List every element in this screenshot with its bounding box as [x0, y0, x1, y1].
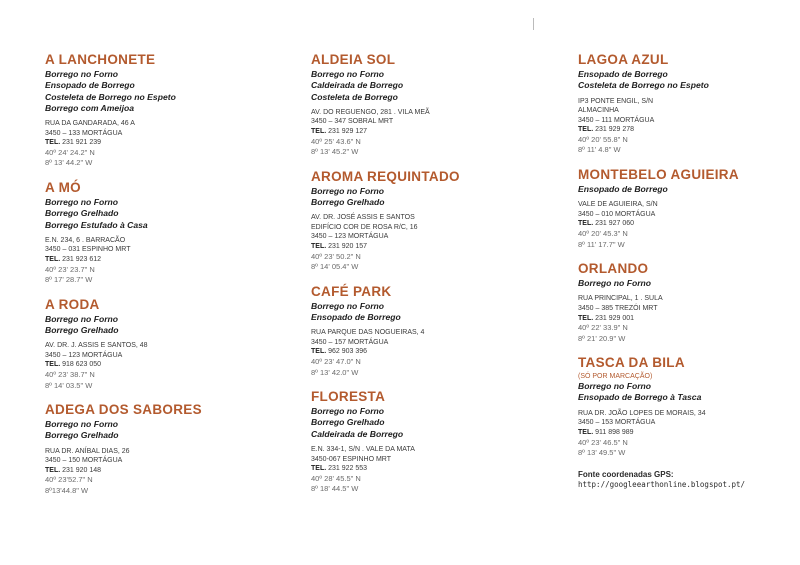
phone-line	[578, 125, 800, 135]
phone-label: TEL.	[578, 126, 594, 134]
dish-item: Ensopado de Borrego	[45, 80, 135, 91]
phone-line	[578, 314, 800, 324]
address-line: AV. DR. JOSÉ ASSIS E SANTOS	[311, 214, 415, 222]
dish-list	[45, 197, 280, 231]
address-line: IP3 PONTE ENGIL, S/N	[578, 97, 654, 105]
address-line: 3450 – 123 MORTÁGUA	[311, 233, 389, 241]
dish-item: Borrego no Forno	[45, 313, 119, 324]
dish-item: Borrego Grelhado	[45, 324, 119, 335]
gps-coordinate: 8º 14' 03.5" W	[45, 380, 93, 390]
gps-coordinate: 8º13'44.8" W	[45, 485, 89, 495]
dish-item: Borrego Grelhado	[45, 208, 119, 219]
dish-item: Borrego Grelhado	[311, 417, 385, 428]
phone-label: TEL.	[578, 314, 594, 322]
dish-list	[578, 184, 800, 195]
restaurant-name: ORLANDO	[578, 261, 649, 277]
gps-coordinate: 8º 18' 44.5" W	[311, 484, 359, 494]
phone-label: TEL.	[578, 428, 594, 436]
gps-coordinate: 8º 13' 49.5" W	[578, 448, 626, 457]
dish-list	[311, 69, 546, 103]
address-line: RUA PARQUE DAS NOGUEIRAS, 4	[311, 329, 425, 337]
gps-coordinate: 40º 22' 33.9" N	[578, 323, 628, 333]
phone-number[interactable]: 231 920 148	[62, 466, 102, 474]
phone-number[interactable]: 231 922 553	[328, 465, 368, 473]
gps-coordinate: 8º 13' 45.2" W	[311, 147, 359, 157]
dish-list	[45, 419, 280, 442]
address-line: RUA DR. JOÃO LOPES DE MORAIS, 34	[578, 409, 706, 417]
phone-number[interactable]: 231 927 060	[595, 220, 635, 228]
dish-list	[578, 381, 800, 404]
gps-coordinate: 40º 23' 50.2" N	[311, 251, 361, 261]
restaurant-column-1	[45, 52, 280, 507]
gps-source	[578, 470, 800, 491]
gps-source-link[interactable]: http://googleearthonline.blogspot.pt/	[578, 480, 746, 489]
restaurant-name: FLORESTA	[311, 389, 386, 405]
address-line: VALE DE AGUIEIRA, S/N	[578, 201, 658, 209]
phone-line	[578, 219, 800, 229]
gps-coordinate: 40º 24' 24.2" N	[45, 147, 95, 157]
gps-coordinate: 8º 11' 4.8" W	[578, 145, 621, 155]
restaurant-name: MONTEBELO AGUIEIRA	[578, 166, 739, 182]
dish-item: Borrego Grelhado	[311, 196, 385, 207]
phone-number[interactable]: 231 929 127	[328, 128, 368, 136]
phone-line	[578, 428, 800, 438]
dish-list	[578, 278, 800, 289]
address-line: RUA PRINCIPAL, 1 . SULA	[578, 295, 663, 303]
dish-item: Caldeirada de Borrego	[311, 80, 404, 91]
restaurant-name: A LANCHONETE	[45, 52, 156, 67]
address-line: ALMACINHA	[578, 107, 619, 115]
phone-number[interactable]: 911 898 989	[595, 428, 634, 436]
phone-number[interactable]: 918 623 050	[62, 361, 102, 369]
address-line: 3450-067 ESPINHO MRT	[311, 455, 392, 463]
restaurant-entry	[578, 52, 800, 156]
dish-item: Borrego no Forno	[311, 69, 385, 79]
restaurant-name: A MÓ	[45, 179, 81, 195]
page-fold-mark	[533, 18, 534, 30]
phone-line	[311, 347, 546, 357]
dish-item: Borrego Estufado à Casa	[45, 219, 148, 230]
restaurant-column-3	[578, 52, 800, 491]
restaurant-entry	[45, 297, 280, 391]
restaurant-entry	[311, 169, 546, 273]
address-line: 3450 – 031 ESPINHO MRT	[45, 246, 131, 254]
dish-item: Borrego no Forno	[578, 278, 652, 289]
restaurant-name: A RODA	[45, 296, 100, 312]
phone-label: TEL.	[578, 220, 594, 228]
address-line: E.N. 234, 6 . BARRACÃO	[45, 236, 126, 244]
restaurant-name: ADEGA DOS SABORES	[45, 402, 202, 418]
phone-number[interactable]: 962 903 396	[328, 348, 368, 356]
address-line: 3450 – 133 MORTÁGUA	[45, 129, 123, 137]
phone-number[interactable]: 231 929 001	[595, 314, 635, 322]
dish-item: Borrego no Forno	[578, 381, 652, 392]
gps-coordinate: 40º 23' 46.5" N	[578, 437, 628, 447]
phone-line	[311, 242, 546, 252]
dish-item: Borrego no Forno	[311, 406, 385, 417]
phone-label: TEL.	[311, 465, 327, 473]
dish-list	[311, 186, 546, 209]
restaurant-entry	[45, 402, 280, 496]
restaurant-name: LAGOA AZUL	[578, 52, 669, 67]
phone-label: TEL.	[45, 361, 61, 369]
gps-coordinate: 40º 25' 43.6" N	[311, 136, 361, 146]
restaurant-entry	[311, 284, 546, 378]
dish-item: Costeleta de Borrego no Espeto	[578, 80, 709, 91]
gps-coordinate: 40º 23' 23.7" N	[45, 264, 95, 274]
address-line: EDIFÍCIO COR DE ROSA R/C, 16	[311, 223, 418, 231]
booking-note: (SÓ POR MARCAÇÃO)	[578, 373, 653, 381]
address-line: 3450 – 385 TREZÓI MRT	[578, 304, 658, 312]
address-line: AV. DO REGUENGO, 281 . VILA MEÃ	[311, 108, 430, 116]
restaurant-entry	[578, 355, 800, 458]
phone-number[interactable]: 231 923 612	[62, 256, 102, 264]
gps-coordinate: 40º 28' 45.5" N	[311, 473, 361, 483]
gps-coordinate: 8º 21' 20.9" W	[578, 333, 626, 343]
dish-item: Borrego no Forno	[311, 300, 385, 311]
phone-label: TEL.	[45, 466, 61, 474]
restaurant-name: CAFÉ PARK	[311, 283, 392, 299]
phone-label: TEL.	[311, 348, 327, 356]
gps-source-label: Fonte coordenadas GPS:	[578, 469, 674, 479]
address-line: 3450 – 347 SOBRAL MRT	[311, 118, 394, 126]
phone-label: TEL.	[311, 243, 327, 251]
gps-coordinate: 8º 11' 17.7" W	[578, 239, 625, 249]
dish-item: Borrego com Ameijoa	[45, 102, 134, 113]
phone-number[interactable]: 231 921 239	[62, 139, 102, 147]
dish-list	[578, 69, 800, 92]
dish-item: Borrego no Forno	[311, 185, 385, 196]
phone-label: TEL.	[45, 256, 61, 264]
restaurant-entry	[311, 389, 546, 495]
phone-line	[311, 464, 546, 474]
address-line: 3450 – 111 MORTÁGUA	[578, 116, 655, 124]
gps-coordinate: 40º 23' 38.7" N	[45, 370, 95, 380]
address-line: 3450 – 153 MORTÁGUA	[578, 419, 656, 427]
gps-coordinate: 8º 13' 44.2" W	[45, 158, 93, 168]
restaurant-name: TASCA DA BILA	[578, 355, 685, 371]
dish-list	[45, 69, 280, 114]
address-line: AV. DR. J. ASSIS E SANTOS, 48	[45, 342, 148, 350]
gps-coordinate: 40º 23' 47.0" N	[311, 357, 361, 367]
phone-line	[45, 138, 280, 148]
address-line: 3450 – 123 MORTÁGUA	[45, 351, 123, 359]
restaurant-name: ALDEIA SOL	[311, 52, 396, 67]
address-line: 3450 – 010 MORTÁGUA	[578, 210, 656, 218]
dish-item: Caldeirada de Borrego	[311, 428, 404, 439]
phone-label: TEL.	[311, 128, 327, 136]
gps-coordinate: 8º 14' 05.4" W	[311, 262, 359, 272]
restaurant-entry	[311, 52, 546, 158]
restaurant-entry	[45, 180, 280, 286]
dish-item: Ensopado de Borrego	[578, 183, 668, 194]
dish-list	[45, 314, 280, 337]
dish-item: Borrego Grelhado	[45, 430, 119, 441]
restaurant-entry	[578, 261, 800, 344]
dish-item: Costeleta de Borrego no Espeto	[45, 91, 176, 102]
dish-item: Ensopado de Borrego	[311, 311, 401, 322]
phone-number[interactable]: 231 920 157	[328, 243, 368, 251]
dish-item: Borrego no Forno	[45, 196, 119, 207]
address-line: 3450 – 157 MORTÁGUA	[311, 338, 389, 346]
restaurant-entry	[45, 52, 280, 169]
address-line: RUA DA GANDARADA, 46 A	[45, 120, 135, 128]
dish-item: Borrego no Forno	[45, 69, 119, 79]
restaurant-entry	[578, 167, 800, 250]
restaurant-name: AROMA REQUINTADO	[311, 168, 460, 184]
dish-item: Costeleta de Borrego	[311, 91, 398, 102]
address-line: RUA DR. ANÍBAL DIAS, 26	[45, 447, 130, 455]
phone-line	[45, 466, 280, 476]
dish-item: Borrego no Forno	[45, 419, 119, 430]
phone-number[interactable]: 231 929 278	[595, 126, 635, 134]
address-line: 3450 – 150 MORTÁGUA	[45, 457, 123, 465]
gps-coordinate: 40º 20' 55.8" N	[578, 134, 628, 144]
phone-line	[311, 127, 546, 137]
gps-coordinate: 8º 17' 28.7" W	[45, 275, 93, 285]
phone-line	[45, 360, 280, 370]
gps-coordinate: 8º 13' 42.0" W	[311, 367, 359, 377]
dish-item: Ensopado de Borrego à Tasca	[578, 392, 702, 403]
address-line: E.N. 334-1, S/N . VALE DA MATA	[311, 445, 415, 453]
restaurant-column-2	[311, 52, 546, 506]
phone-label: TEL.	[45, 139, 61, 147]
dish-item: Ensopado de Borrego	[578, 69, 668, 79]
dish-list	[311, 301, 546, 324]
gps-coordinate: 40º 23'52.7" N	[45, 475, 93, 485]
dish-list	[311, 406, 546, 440]
phone-line	[45, 255, 280, 265]
gps-coordinate: 40º 20' 45.3" N	[578, 229, 628, 239]
